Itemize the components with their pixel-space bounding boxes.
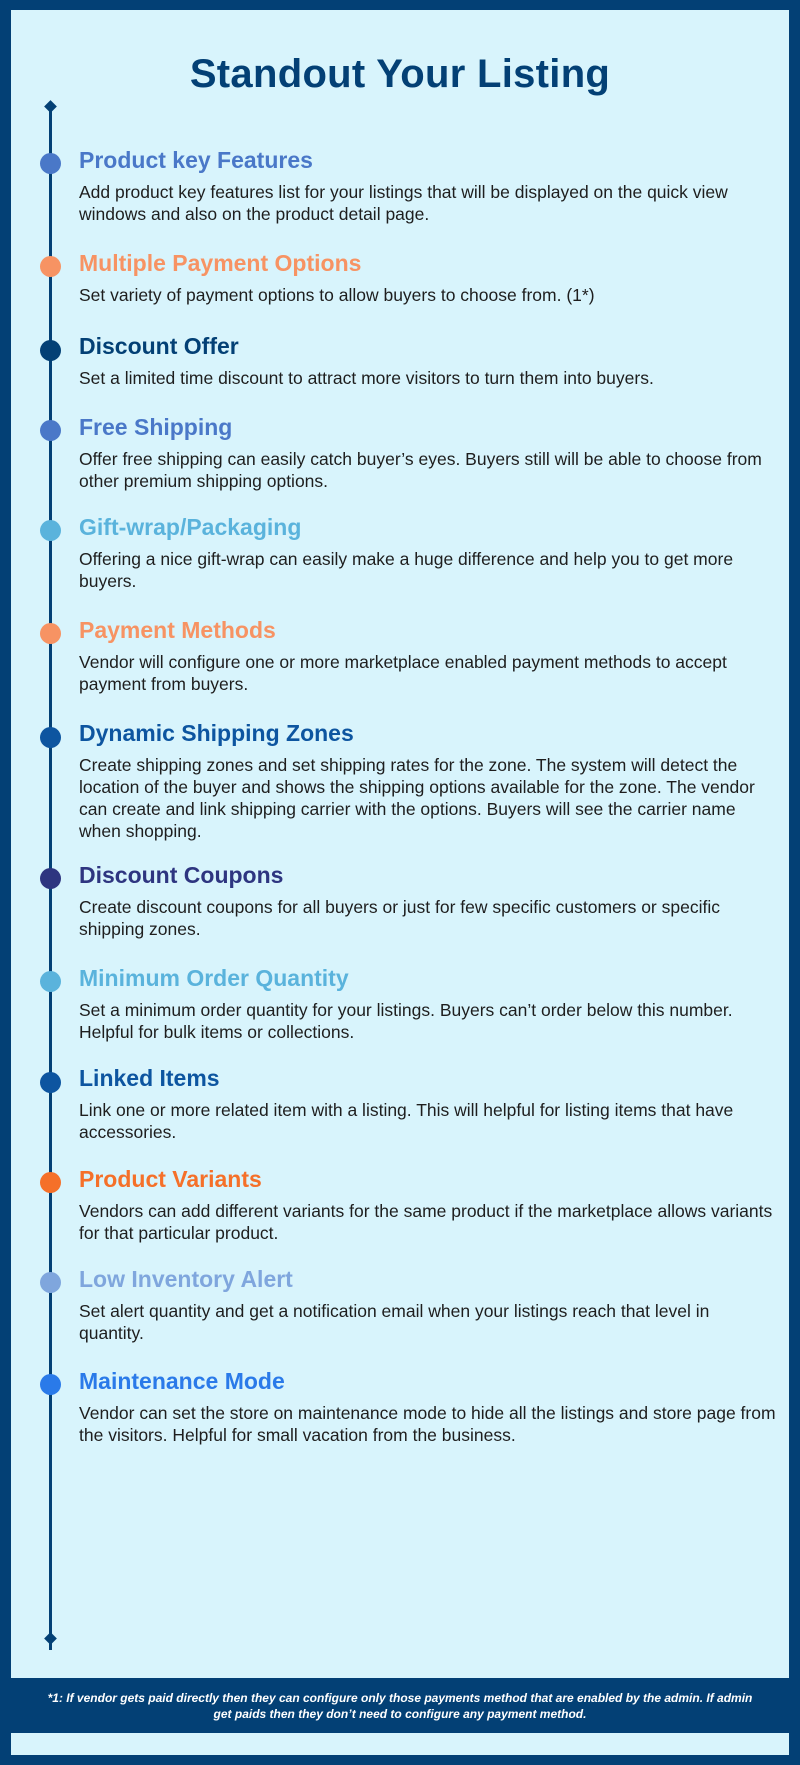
bottom-strip <box>11 1733 789 1755</box>
feature-title: Low Inventory Alert <box>79 1266 293 1292</box>
feature-description: Set alert quantity and get a notification email when your listings reach that level in quantity. <box>79 1301 710 1343</box>
timeline-dot-dynamic-shipping-zones <box>40 727 61 748</box>
feature-discount-coupons <box>79 860 779 940</box>
feature-title: Discount Offer <box>79 333 239 359</box>
timeline-end-marker <box>44 1632 57 1645</box>
feature-payment-methods <box>79 615 779 695</box>
timeline-dot-gift-wrap-packaging <box>40 520 61 541</box>
feature-product-key-features <box>79 145 779 225</box>
feature-description: Set a minimum order quantity for your listings. Buyers can’t order below this number. Helpful for bulk items or collections. <box>79 1000 733 1042</box>
footnote-text: *1: If vendor gets paid directly then they can configure only those payments method that are enabled by the admin. If admin get paids then they don’t need to configure any payment method. <box>47 1691 753 1721</box>
timeline-dot-product-variants <box>40 1172 61 1193</box>
page-title: Standout Your Listing <box>189 52 611 96</box>
feature-title: Discount Coupons <box>79 862 284 888</box>
feature-description: Offering a nice gift-wrap can easily make a huge difference and help you to get more buyers. <box>79 549 734 591</box>
feature-linked-items <box>79 1063 779 1143</box>
feature-product-variants <box>79 1164 779 1244</box>
feature-description: Create shipping zones and set shipping rates for the zone. The system will detect the location of the buyer and shows the shipping options available for the zone. The vendor can create and link shipping carrier with the options. Buyers will see the carrier name when shopping. <box>79 755 755 841</box>
timeline-dot-minimum-order-quantity <box>40 971 61 992</box>
feature-title: Maintenance Mode <box>79 1368 285 1394</box>
timeline-dot-discount-coupons <box>40 868 61 889</box>
feature-title: Product key Features <box>79 147 313 173</box>
timeline-start-marker <box>44 100 57 113</box>
feature-title: Linked Items <box>79 1065 220 1091</box>
feature-description: Vendor can set the store on maintenance mode to hide all the listings and store page from the visitors. Helpful for small vacation from the business. <box>79 1403 776 1445</box>
timeline-dot-product-key-features <box>40 153 61 174</box>
content-panel <box>11 10 789 1678</box>
feature-description: Vendors can add different variants for the same product if the marketplace allows variants for that particular product. <box>79 1201 773 1243</box>
timeline-dot-free-shipping <box>40 420 61 441</box>
timeline-dot-multiple-payment-options <box>40 256 61 277</box>
feature-title: Gift-wrap/Packaging <box>79 514 302 540</box>
feature-title: Product Variants <box>79 1166 262 1192</box>
feature-discount-offer <box>79 331 779 389</box>
feature-description: Add product key features list for your listings that will be displayed on the quick view windows and also on the product detail page. <box>79 182 728 224</box>
feature-gift-wrap-packaging <box>79 512 779 592</box>
feature-dynamic-shipping-zones <box>79 718 779 842</box>
timeline-dot-low-inventory-alert <box>40 1272 61 1293</box>
feature-description: Offer free shipping can easily catch buyer’s eyes. Buyers still will be able to choose from other premium shipping options. <box>79 449 762 491</box>
feature-free-shipping <box>79 412 779 492</box>
feature-title: Multiple Payment Options <box>79 250 362 276</box>
feature-multiple-payment-options <box>79 248 779 306</box>
feature-maintenance-mode <box>79 1366 779 1446</box>
feature-description: Set a limited time discount to attract more visitors to turn them into buyers. <box>79 368 654 388</box>
feature-title: Minimum Order Quantity <box>79 965 349 991</box>
timeline-dot-discount-offer <box>40 340 61 361</box>
feature-description: Link one or more related item with a listing. This will helpful for listing items that have accessories. <box>79 1100 734 1142</box>
timeline-dot-maintenance-mode <box>40 1374 61 1395</box>
feature-title: Free Shipping <box>79 414 233 440</box>
feature-title: Dynamic Shipping Zones <box>79 720 354 746</box>
feature-low-inventory-alert <box>79 1264 779 1344</box>
feature-title: Payment Methods <box>79 617 276 643</box>
feature-description: Set variety of payment options to allow buyers to choose from. (1*) <box>79 285 595 305</box>
feature-minimum-order-quantity <box>79 963 779 1043</box>
timeline-dot-linked-items <box>40 1072 61 1093</box>
timeline-dot-payment-methods <box>40 623 61 644</box>
feature-description: Create discount coupons for all buyers or just for few specific customers or specific shipping zones. <box>79 897 720 939</box>
feature-description: Vendor will configure one or more marketplace enabled payment methods to accept payment from buyers. <box>79 652 727 694</box>
